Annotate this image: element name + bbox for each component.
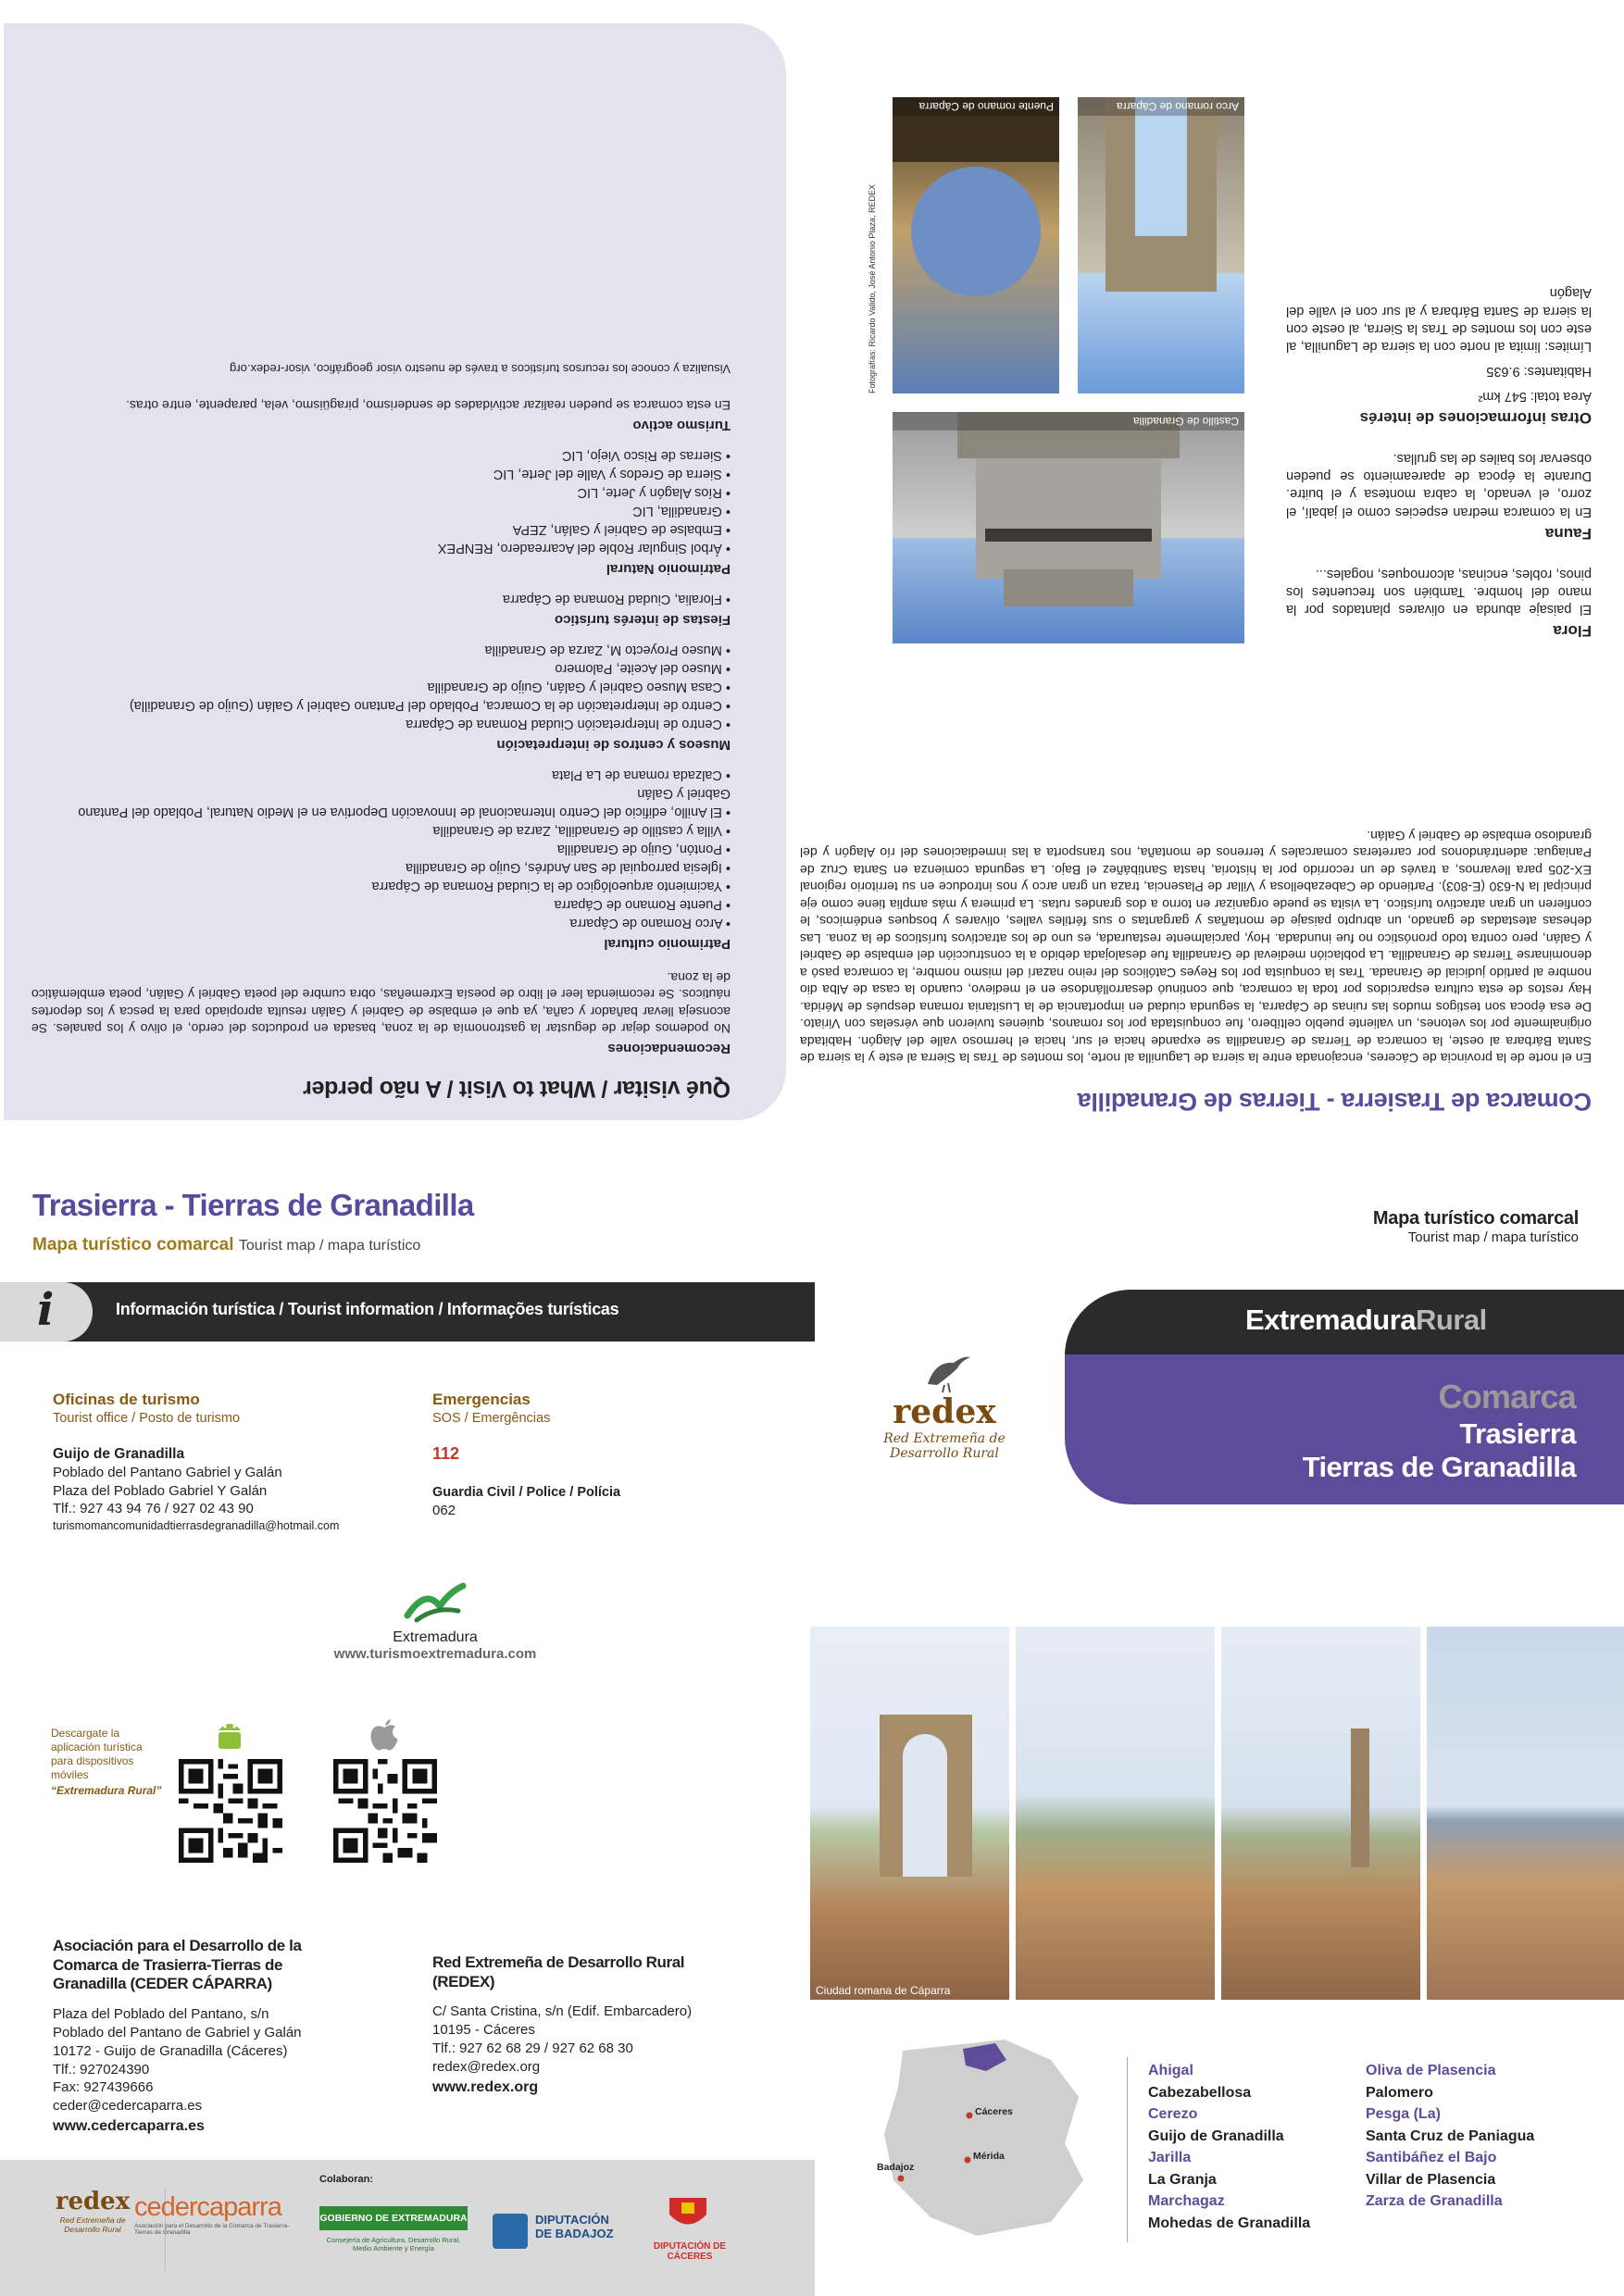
cover-photo-1 — [810, 1627, 1009, 2000]
habitantes-text: Habitantes: 9.635 — [1486, 364, 1592, 379]
footer-colab: Colaboran: — [319, 2174, 374, 2185]
extremadura-block — [324, 1578, 546, 1662]
patrimonio-heading: Patrimonio cultural — [604, 936, 731, 953]
recom-text: No podemos dejar de degustar la gastronomía de la zona, basada en productos del cerdo, el olivo y los panales. Se aconseja llevar bañador y caña, ya que el embalse de Gabriel y Galán resulta apropiado para la pesca y los deportes náuticos. Se recomienda leer el libro de poesía Extremeñas, obra cumbre del poeta Gabriel y Galán, poeta emblemático de la zona. — [31, 969, 731, 1036]
footer-ceder-logo — [134, 2192, 292, 2237]
museos-heading: Museos y centros de interpretación — [496, 737, 731, 754]
footer-redex-sub2: Desarrollo Rural — [64, 2225, 121, 2234]
guardia-label: Guardia Civil / Police / Polícia — [432, 1484, 621, 1500]
emergency-block — [432, 1391, 673, 1519]
town-item: Marchagaz — [1148, 2193, 1225, 2210]
map-city-caceres: Cáceres — [975, 2106, 1013, 2117]
fauna-heading: Fauna — [1544, 524, 1592, 543]
town-item: Zarza de Granadilla — [1366, 2193, 1503, 2210]
ceder-line-6[interactable]: ceder@cedercaparra.es — [53, 2098, 203, 2115]
comarca-intro: En el norte de la provincia de Cáceres, encajonada entre la sierra de Lagunilla al norte, los montes de Tras la Sierra al este y la sierra de Santa Bárbara al oeste, la comarca de Tierras de Granadilla se expande hacia el sur, hacia el hermoso valle del Alagón. Habitada originalmente por los vetones, un valiente pueblo celtíbero, fue conquistada por los romanos, quienes tuvieron que vérselas con Viriato. De esa época son testigos mudos las ruinas de Cáparra, la segunda ciudad en importancia de la Lusitania romana después de Mérida. Hay restos de esta cultura esparcidos por toda la comarca, que continuó desarrollándose en el medievo, cuando la casa de Alba dio nombre al partido judicial de Granada. Tras la conquista por los Reyes Católicos del reino nazarí del mismo nombre, la comarca pasó a denominarse Tierras de Granadilla. La población medieval de Granadilla fue desalojada debido a la construcción del embalse de Gabriel y Galán, pero contra todo pronóstico no fue inundada. Hoy, parcialmente restaurada, es uno de los atractivos turísticos de la zona. Las dehesas atestadas de ganado, un abrupto paisaje de montañas y gargantas o sus fértiles valles, olivares y bosques endémicos, le confieren un gran atractivo turístico. La visita se puede organizar en torno a dos grandes rutas. La primera y más amplia tiene como eje principal la N-630 (E-803). Partiendo de Cabezabellosa y Villar de Plasencia, traza un gran arco y nos introduce en su territorio regional EX-205 para llevarnos, a través de un recorrido por la historia, hasta Santibáñez el Bajo. La segunda comienza en Santa Cruz de Paniagua: adentrándonos por carreteras comarcales y terrenos de montaña, nos transporta a las inmediaciones del río Alagón y del grandioso embalse de Gabriel y Galán. — [800, 828, 1592, 1066]
cover-redex-sub2: Desarrollo Rural — [890, 1446, 999, 1461]
back-subtitle-en: Tourist map / mapa turístico — [238, 1238, 421, 1254]
cover-top-label: Mapa turístico comarcal — [1372, 1208, 1579, 1229]
redex-url[interactable]: www.redex.org — [432, 2078, 539, 2095]
apple-icon[interactable] — [369, 1717, 400, 1753]
extremadura-name: Extremadura — [393, 1629, 478, 1645]
otras-heading: Otras informaciones de interés — [1359, 409, 1592, 428]
footer-gob-logo: GOBIERNO DE EXTREMADURA — [319, 2206, 468, 2230]
fiestas-list — [31, 590, 731, 608]
comarca-label: Comarca — [1438, 1378, 1576, 1416]
bridge-illustration — [893, 97, 1059, 393]
cover-photo-3 — [1221, 1627, 1420, 2000]
arch-illustration — [1078, 97, 1244, 393]
cover-name-line2: Tierras de Granadilla — [1302, 1450, 1576, 1483]
town-item: Guijo de Granadilla — [1148, 2128, 1284, 2144]
patrimonio-item: • Puente Romano de Cáparra — [31, 895, 731, 914]
app-block — [51, 1727, 162, 1798]
natural-item: • Embalse de Gabriel y Galán, ZEPA — [31, 520, 731, 539]
back-subtitle-es: Mapa turístico comarcal — [32, 1235, 234, 1254]
brand-part-b: Rural — [1416, 1304, 1487, 1336]
cover-photo-caption: Ciudad romana de Cáparra — [816, 1984, 951, 1997]
natural-item: • Sierras de Risco Viejo, LIC — [31, 446, 731, 465]
museo-item: • Centro de Interpretación Ciudad Romana de Cáparra — [31, 715, 731, 733]
ceder-line-4: Tlf.: 927024390 — [53, 2061, 150, 2078]
brand-band — [1065, 1290, 1624, 1504]
app-text-3: para dispositivos — [51, 1754, 134, 1767]
town-item: Santa Cruz de Paniagua — [1366, 2128, 1535, 2144]
cover-header — [1111, 1208, 1579, 1245]
brand-part-a: Extremadura — [1245, 1304, 1417, 1336]
town-item: Cabezabellosa — [1148, 2084, 1252, 2101]
ceder-title: Asociación para el Desarrollo de la Comarca de Trasierra-Tierras de Granadilla (CEDER CÁPARRA) — [53, 1937, 302, 1993]
museo-item: • Museo Proyecto M, Zarza de Granadilla — [31, 641, 731, 659]
office-line-3: Tlf.: 927 43 94 76 / 927 02 43 90 — [53, 1501, 254, 1517]
castillo-photo — [893, 412, 1244, 643]
natural-item: • Granadilla, LIC — [31, 502, 731, 520]
app-text-4: móviles — [51, 1768, 89, 1781]
museos-list — [31, 641, 731, 733]
redex-block — [432, 1953, 738, 2096]
ceder-line-1: Plaza del Poblado del Pantano, s/n — [53, 2006, 269, 2023]
arco-photo — [1078, 97, 1244, 393]
patrimonio-item: • Calzada romana de La Plata — [31, 766, 731, 784]
redex-line-1: C/ Santa Cristina, s/n (Edif. Embarcadero) — [432, 2003, 693, 2020]
back-title: Trasierra - Tierras de Granadilla — [32, 1188, 474, 1222]
extremadura-logo-icon — [398, 1578, 472, 1625]
towns-column-1 — [1148, 2060, 1352, 2234]
app-name: “Extremadura Rural” — [51, 1784, 162, 1797]
recom-heading: Recomendaciones — [607, 1041, 731, 1056]
limites-text: Límites: limita al norte con la sierra de Lagunilla, al este con los montes de Tras la Sierra, al oeste con la sierra de Santa Bárbara y al sur con el valle del Alagón — [1286, 285, 1592, 354]
fiesta-item: • Floralia, Ciudad Romana de Cáparra — [31, 590, 731, 608]
cover-photo-4 — [1427, 1627, 1624, 2000]
ceder-url[interactable]: www.cedercaparra.es — [53, 2117, 205, 2134]
footer-ceder-sub: Asociación para el Desarrollo de la Comarca de Trasierra-Tierras de Granadilla — [134, 2223, 290, 2237]
extremadura-url[interactable]: www.turismoextremadura.com — [333, 1646, 537, 1662]
fiestas-heading: Fiestas de interés turístico — [554, 612, 731, 629]
town-item: Mohedas de Granadilla — [1148, 2215, 1311, 2231]
guardia-number: 062 — [432, 1502, 456, 1518]
comarca-title: Comarca de Trasierra - Tierras de Granadilla — [1077, 1088, 1592, 1116]
towns-divider — [1127, 2057, 1128, 2242]
area-text: Área total: 547 km² — [1478, 389, 1592, 405]
caceres-crest-icon — [665, 2193, 711, 2234]
info-bar — [0, 1282, 815, 1341]
town-item: La Granja — [1148, 2171, 1217, 2188]
extremadura-map-shape — [866, 2032, 1106, 2245]
patrimonio-item: • El Anillo, edificio del Centro Internacional de Innovación Deportiva en el Medio Natural, Poblado del Pantano Gabriel y Galán — [31, 784, 731, 821]
redex-line-4[interactable]: redex@redex.org — [432, 2058, 541, 2075]
town-item: Jarilla — [1148, 2150, 1192, 2166]
cover-name — [1303, 1417, 1576, 1483]
activo-text: En esta comarca se pueden realizar actividades de senderismo, piragüismo, vela, parapente, entre otras. — [126, 398, 731, 414]
footer-redex-logo — [42, 2188, 144, 2234]
patrimonio-item: • Arco Romano de Cáparra — [31, 914, 731, 932]
apple-qr-code[interactable] — [333, 1759, 437, 1863]
footer-dip-badajoz: DIPUTACIÓN DE BADAJOZ — [535, 2213, 614, 2240]
flora-fauna-column — [1286, 283, 1592, 653]
town-item: Pesga (La) — [1366, 2106, 1441, 2123]
activo-heading: Turismo activo — [632, 418, 731, 434]
info-letter: i — [37, 1284, 55, 1336]
android-qr-code[interactable] — [179, 1759, 282, 1863]
ceder-block — [53, 1937, 358, 2136]
offices-block — [53, 1391, 423, 1534]
stork-icon — [917, 1352, 972, 1393]
visitar-panel — [4, 23, 786, 1120]
ceder-line-3: 10172 - Guijo de Granadilla (Cáceres) — [53, 2042, 288, 2059]
footer-gob-sub: Consejería de Agricultura, Desarrollo Rural, Medio Ambiente y Energía — [326, 2236, 461, 2252]
natural-heading: Patrimonio Natural — [606, 561, 731, 578]
region-map — [866, 2032, 1106, 2245]
app-text-2: aplicación turística — [51, 1741, 143, 1753]
offices-sub: Tourist office / Posto de turismo — [53, 1410, 241, 1426]
town-item: Villar de Plasencia — [1366, 2171, 1496, 2188]
natural-item: • Sierra de Gredos y Valle del Jerte, LIC — [31, 465, 731, 483]
cover-name-line1: Trasierra — [1459, 1417, 1576, 1450]
arco-caption: Arco romano de Cáparra — [1078, 97, 1244, 116]
cover-top-sub: Tourist map / mapa turístico — [1407, 1229, 1579, 1245]
emerg-number: 112 — [432, 1443, 460, 1463]
castle-illustration — [893, 412, 1244, 643]
photo-credit: Fotografías: Ricardo Valido, José Antonio Plaza, REDEX — [868, 184, 877, 393]
natural-item: • Ríos Alagón y Jerte, LIC — [31, 483, 731, 502]
info-bar-text: Información turística / Tourist information / Informações turísticas — [116, 1300, 619, 1318]
office-line-2: Plaza del Poblado Gabriel Y Galán — [53, 1482, 268, 1499]
patrimonio-item: • Yacimiento arqueológico de la Ciudad Romana de Cáparra — [31, 877, 731, 895]
patrimonio-item: • Iglesia parroquial de San Andrés, Guijo de Granadilla — [31, 858, 731, 877]
cover-photo-2 — [1016, 1627, 1215, 2000]
museo-item: • Casa Museo Gabriel y Galán, Guijo de Granadilla — [31, 678, 731, 696]
puente-caption: Puente romano de Cáparra — [893, 97, 1059, 116]
museo-item: • Centro de Interpretación de la Comarca, Poblado del Pantano Gabriel y Galán (Guijo de Granadilla) — [31, 696, 731, 715]
cover-redex-sub1: Red Extremeña de — [883, 1431, 1006, 1446]
offices-title: Oficinas de turismo — [53, 1391, 200, 1408]
flora-text: El paisaje abunda en olivares plantados por la mano del hombre. También son frecuentes los pinos, robles, encinas, alcornoques, nogales... — [1286, 566, 1592, 617]
visor-text: Visualiza y conoce los recursos turísticos a través de nuestro visor geográfico, visor-redex.org — [230, 361, 731, 376]
redex-line-3: Tlf.: 927 62 68 29 / 927 62 68 30 — [432, 2040, 633, 2057]
town-item: Ahigal — [1148, 2063, 1193, 2078]
cover-redex-logo — [861, 1352, 1028, 1461]
android-icon[interactable] — [211, 1717, 248, 1751]
town-item: Cerezo — [1148, 2106, 1198, 2123]
ceder-line-2: Poblado del Pantano de Gabriel y Galán — [53, 2025, 302, 2040]
museo-item: • Museo del Aceite, Palomero — [31, 659, 731, 678]
footer-bar — [0, 2160, 815, 2296]
town-item: Oliva de Plasencia — [1366, 2063, 1496, 2078]
patrimonio-item: • Pontón, Guijo de Granadilla — [31, 840, 731, 858]
info-icon — [0, 1282, 93, 1341]
office-email[interactable]: turismomancomunidadtierrasdegranadilla@hotmail.com — [53, 1519, 340, 1533]
towns-column-2 — [1366, 2060, 1616, 2213]
castillo-caption: Castillo de Granadilla — [893, 412, 1244, 430]
emerg-sub: SOS / Emergências — [432, 1410, 551, 1426]
footer-dip-caceres: DIPUTACIÓN DE CÁCERES — [653, 2241, 727, 2262]
comarca-panel — [800, 14, 1592, 1120]
town-item: Santibáñez el Bajo — [1366, 2150, 1497, 2166]
patrimonio-list — [31, 766, 731, 932]
visitar-title: Qué visitar / What to Visit / A não perder — [303, 1076, 731, 1102]
brand-name — [1245, 1304, 1487, 1337]
redex-title: Red Extremeña de Desarrollo Rural (REDEX) — [432, 1953, 685, 1990]
app-text-1: Descargate la — [51, 1727, 120, 1740]
patrimonio-item: • Villa y castillo de Granadilla, Zarza de Granadilla — [31, 821, 731, 840]
inside-spread — [0, 0, 1624, 1143]
cover-photo-strip — [810, 1627, 1624, 2000]
flora-heading: Flora — [1553, 622, 1592, 640]
map-city-merida: Mérida — [973, 2151, 1005, 2162]
badajoz-shield-icon — [493, 2214, 528, 2249]
natural-item: • Árbol Singular Roble del Acarreadero, RENPEX — [31, 539, 731, 557]
back-subtitle — [32, 1235, 420, 1255]
footer-ceder-word: cedercaparra — [134, 2192, 281, 2222]
map-city-badajoz: Badajoz — [877, 2162, 915, 2173]
town-item: Palomero — [1366, 2084, 1433, 2101]
office-line-1: Poblado del Pantano Gabriel y Galán — [53, 1464, 282, 1480]
ceder-line-5: Fax: 927439666 — [53, 2079, 154, 2096]
emerg-title: Emergencias — [432, 1391, 531, 1408]
puente-photo — [893, 97, 1059, 393]
footer-redex-word: redex — [55, 2188, 131, 2215]
fauna-text: En la comarca medran especies como el jabalí, el zorro, el venado, la cabra montesa y el buitre. Durante la época de apareamiento se pueden observar los bailes de las grullas. — [1286, 451, 1592, 519]
redex-line-2: 10195 - Cáceres — [432, 2022, 535, 2039]
natural-list — [31, 446, 731, 557]
cover-redex-word: redex — [893, 1392, 996, 1431]
office-name: Guijo de Granadilla — [53, 1445, 185, 1462]
footer-redex-sub1: Red Extremeña de — [59, 2215, 126, 2225]
